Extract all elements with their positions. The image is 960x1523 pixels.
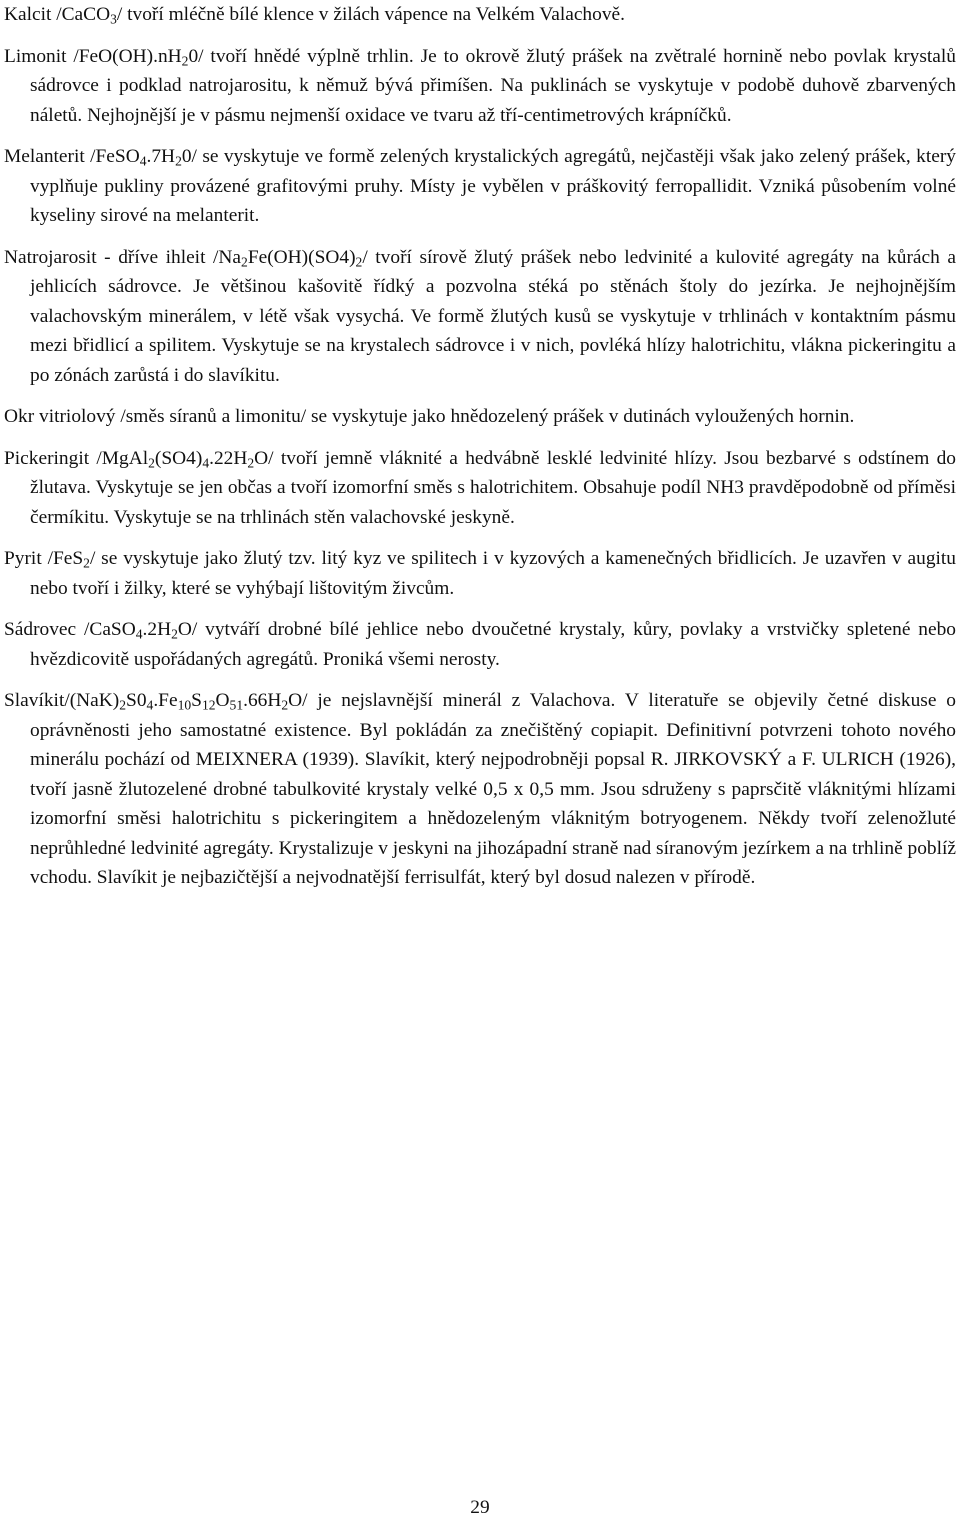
- formula-subscript: 2: [119, 697, 127, 713]
- entry-text: O: [215, 690, 230, 711]
- formula-subscript: 2: [83, 555, 90, 571]
- formula-subscript: 2: [247, 454, 255, 470]
- entry-text: Fe(OH)(SO4): [247, 246, 356, 268]
- mineral-entry-melanterit: [4, 142, 956, 231]
- entry-text: O/ tvoří jemně vláknité a hedvábně lesklé ledvinité hlízy. Jsou bezbarvé s odstínem do žlutava. Vyskytuje se jen občas a tvoří izomorfní směs s halotrichitem. Obsahuje podíl NH3 pravděpodobně od příměsi čermíkitu. Vyskytuje se na trhlinách stěn valachovské jeskyně.: [30, 447, 956, 528]
- entry-text: Natrojarosit - dříve ihleit /Na: [4, 246, 242, 268]
- entry-text: / tvoří mléčně bílé klence v žilách vápence na Velkém Valachově.: [116, 4, 625, 25]
- entry-text: Kalcit /CaCO: [4, 4, 111, 25]
- entry-text: S: [191, 690, 202, 711]
- formula-subscript: 4: [202, 454, 210, 470]
- mineral-entry-slavikit: [4, 686, 956, 893]
- entry-text: .22H: [209, 447, 248, 469]
- formula-subscript: 2: [175, 153, 182, 169]
- formula-subscript: 2: [181, 52, 189, 68]
- formula-subscript: 2: [171, 626, 178, 642]
- entry-text: O/ vytváří drobné bílé jehlice nebo dvoučetné krystaly, kůry, povlaky a vrstvičky spletené nebo hvězdicovitě uspořádaných agregátů. Proniká všemi nerosty.: [30, 619, 956, 670]
- mineral-entry-pickeringit: [4, 444, 956, 533]
- mineral-entry-kalcit: [4, 0, 956, 30]
- entry-text: Sádrovec /CaSO: [4, 619, 136, 640]
- formula-subscript: 12: [201, 697, 216, 713]
- entry-text: .7H: [146, 146, 176, 167]
- mineral-entry-natrojarosit: [4, 243, 956, 391]
- formula-subscript: 10: [177, 697, 192, 713]
- page-number: 29: [470, 1497, 490, 1518]
- mineral-entry-sadrovec: [4, 615, 956, 674]
- entry-text: .Fe: [153, 690, 178, 711]
- entry-text: (SO4): [154, 447, 203, 469]
- mineral-entry-pyrit: [4, 544, 956, 603]
- entry-text: Okr vitriolový /směs síranů a limonitu/ se vyskytuje jako hnědozelený prášek v dutinách vyloužených hornin.: [4, 406, 855, 427]
- entry-text: Pyrit /FeS: [4, 548, 84, 569]
- document-body: [4, 0, 956, 905]
- formula-subscript: 4: [146, 697, 154, 713]
- formula-subscript: 2: [355, 253, 363, 269]
- formula-subscript: 4: [135, 626, 143, 642]
- formula-subscript: 4: [139, 153, 147, 169]
- entry-text: .66H: [243, 690, 282, 711]
- entry-text: Limonit /FeO(OH).nH: [4, 45, 182, 67]
- mineral-entry-okr-vitriolovy: [4, 402, 956, 432]
- entry-text: Pickeringit /MgAl: [4, 447, 149, 469]
- entry-text: S0: [126, 690, 147, 711]
- entry-text: .2H: [142, 619, 172, 640]
- formula-subscript: 2: [148, 454, 155, 470]
- formula-subscript: 51: [229, 697, 244, 713]
- entry-text: / se vyskytuje jako žlutý tzv. litý kyz ve spilitech i v kyzových a kamenečných břidlicích. Je uzavřen v augitu nebo tvoří i žilky, které se vyhýbají lištovitým živcům.: [30, 548, 956, 599]
- formula-subscript: 2: [241, 253, 248, 269]
- formula-subscript: 3: [110, 11, 117, 27]
- entry-text: / tvoří sírově žlutý prášek nebo ledvinité a kulovité agregáty na kůrách a jehlicích sádrovce. Je většinou kašovitě řídký a pozvolna stéká po stěnách štoly do jezírka. Je nejhojnějším valachovským minerálem, v létě však vysychá. Ve formě žlutých kusů se vyskytuje v trhlinách v kontaktním pásmu mezi břidlicí a spilitem. Vyskytuje se na krystalech sádrovce i v nich, povléká hlízy halotrichitu, vlákna pickeringitu a po zónách zarůstá i do slavíkitu.: [30, 246, 957, 386]
- entry-text: 0/ se vyskytuje ve formě zelených krystalických agregátů, nejčastěji však jako zelený prášek, který vyplňuje pukliny provázené grafitovými pruhy. Místy je vybělen v práškovitý ferropallidit. Vzniká působením volné kyseliny sirové na melanterit.: [30, 146, 956, 226]
- formula-subscript: 2: [281, 697, 289, 713]
- entry-text: O/ je nejslavnější minerál z Valachova. V literatuře se objevily četné diskuse o oprávněnosti jeho samostatné existence. Byl pokládán za znečištěný copiapit. Definitivní potvrzeni tohoto nového minerálu pochází od MEIXNERA (1939). Slavíkit, který nejpodrobněji popsal R. JIRKOVSKÝ a F. ULRICH (1926), tvoří jasně žlutozelené drobné tabulkovité krystaly velké 0,5 x 0,5 mm. Jsou sdruženy s paprsčitě vláknitými hlízami izomorfní směsi halotrichitu s pickeringitem a hnědozeleným vláknitým botryogenem. Někdy tvoří zelenožluté neprůhledné ledvinité agregáty. Krystalizuje v jeskyni na jihozápadní straně nad síranovým jezírkem a na trhlině poblíž vchodu. Slavíkit je nejbazičtější a nejvodnatější ferrisulfát, který byl dosud nalezen v přírodě.: [30, 690, 956, 888]
- mineral-entry-limonit: [4, 42, 956, 131]
- entry-text: Slavíkit/(NaK): [4, 690, 120, 711]
- entry-text: 0/ tvoří hnědé výplně trhlin. Je to okrově žlutý prášek na zvětralé hornině nebo povlak krystalů sádrovce i podklad natrojarositu, k němuž bývá přimíšen. Na puklinách se vyskytuje v podobě duhově zbarvených náletů. Nejhojnější je v pásmu nejmenší oxidace ve tvaru až tří-centimetrových krápníčků.: [30, 45, 956, 126]
- entry-text: Melanterit /FeSO: [4, 146, 140, 167]
